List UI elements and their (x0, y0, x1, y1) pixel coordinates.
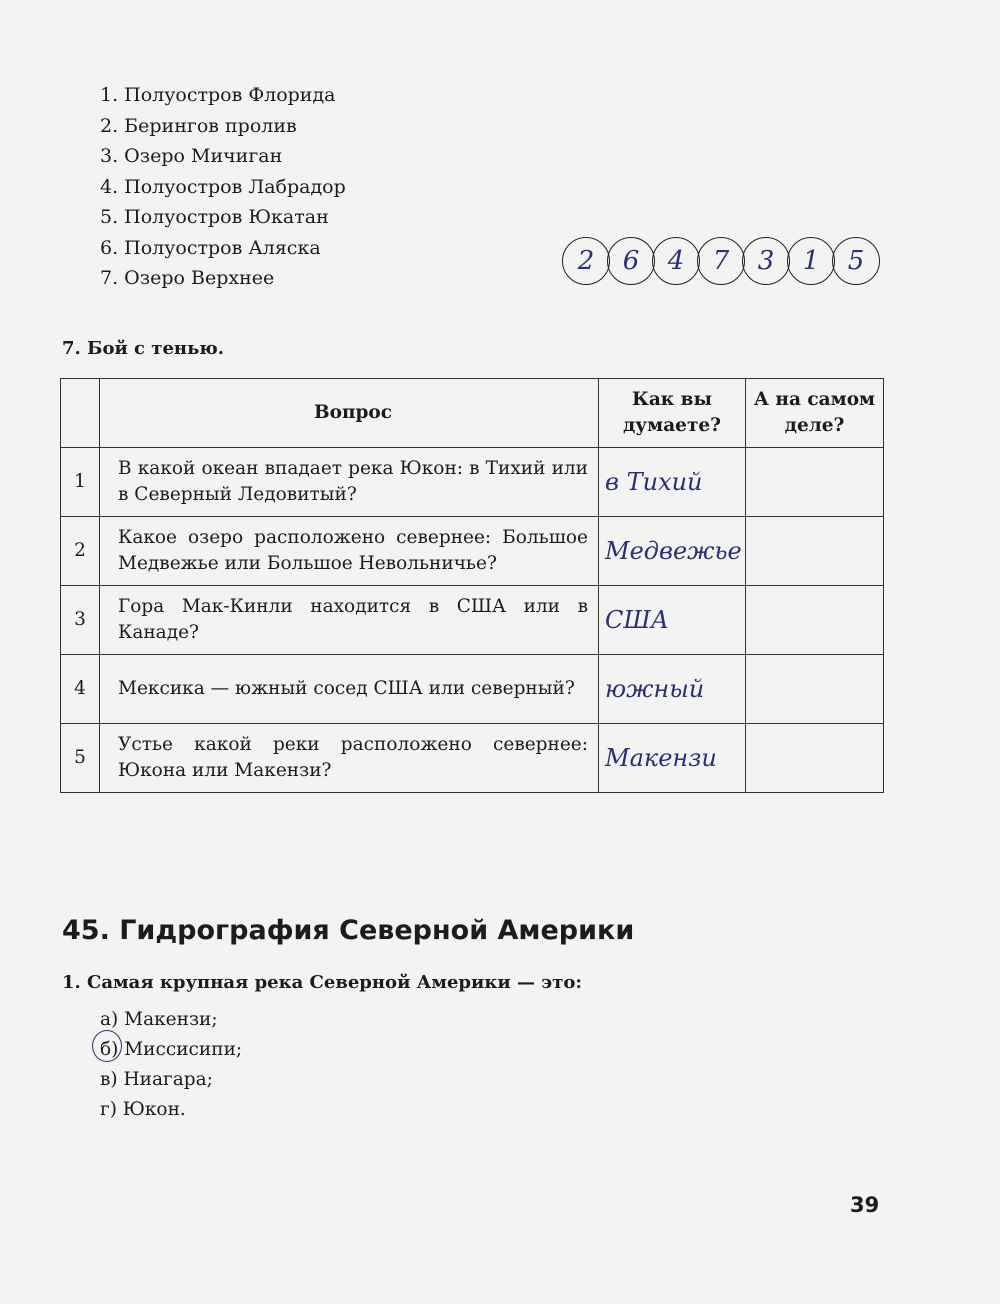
header-actual: А на самом деле? (746, 379, 884, 448)
list-item: 6. Полуостров Аляска (100, 236, 321, 259)
list-item: 7. Озеро Верхнее (100, 267, 275, 289)
list-item: 5. Полуостров Юкатан (100, 206, 329, 228)
shadow-boxing-table (60, 378, 884, 793)
answer-circle[interactable] (562, 237, 610, 285)
table-row (61, 724, 884, 793)
answer-circle[interactable] (607, 237, 655, 285)
row-number: 3 (61, 586, 100, 655)
section-heading: 45. Гидрография Северной Америки (62, 915, 635, 946)
answer-circle[interactable] (787, 237, 835, 285)
actual-cell[interactable] (746, 724, 884, 793)
row-question: Гора Мак-Кинли находится в США или в Канаде? (100, 586, 599, 655)
header-guess: Как вы думаете? (599, 379, 746, 448)
question-text: 1. Самая крупная река Северной Америки — это: (62, 972, 583, 993)
answer-circle[interactable] (832, 237, 880, 285)
row-number: 2 (61, 517, 100, 586)
answer-circles (562, 237, 877, 285)
answer-circle[interactable] (697, 237, 745, 285)
guess-cell[interactable]: Медвежье (599, 517, 746, 586)
list-item: 2. Берингов пролив (100, 114, 297, 137)
table-row (61, 517, 884, 586)
row-question: Какое озеро расположено севернее: Большое Медвежье или Большое Невольничье? (100, 517, 599, 586)
list-item: 1. Полуостров Флорида (100, 84, 336, 106)
actual-cell[interactable] (746, 655, 884, 724)
table-header-row (61, 379, 884, 448)
row-question: Устье какой реки расположено севернее: Юкона или Макензи? (100, 724, 599, 793)
option-a[interactable]: а) Макензи; (100, 1009, 218, 1030)
row-number: 4 (61, 655, 100, 724)
row-number: 5 (61, 724, 100, 793)
option-d[interactable]: г) Юкон. (100, 1099, 186, 1120)
guess-cell[interactable]: в Тихий (599, 448, 746, 517)
table-row (61, 448, 884, 517)
actual-cell[interactable] (746, 586, 884, 655)
handwritten-digit: 2 (577, 246, 595, 276)
option-b[interactable]: б) Миссисипи; (100, 1039, 243, 1060)
table-row (61, 586, 884, 655)
table-row (61, 655, 884, 724)
row-question: В какой океан впадает река Юкон: в Тихий или в Северный Ледовитый? (100, 448, 599, 517)
guess-cell[interactable]: США (599, 586, 746, 655)
handwritten-digit: 7 (712, 246, 730, 276)
header-question: Вопрос (100, 379, 599, 448)
handwritten-digit: 1 (802, 246, 820, 276)
answer-circle[interactable] (652, 237, 700, 285)
answer-options (100, 1005, 242, 1125)
list-item: 3. Озеро Мичиган (100, 145, 283, 167)
guess-cell[interactable]: Макензи (599, 724, 746, 793)
page-number: 39 (850, 1193, 880, 1217)
option-c[interactable]: в) Ниагара; (100, 1069, 213, 1090)
handwritten-digit: 4 (667, 246, 685, 276)
handwritten-digit: 3 (757, 246, 775, 276)
handwritten-digit: 5 (847, 246, 865, 276)
actual-cell[interactable] (746, 448, 884, 517)
row-question: Мексика — южный сосед США или северный? (100, 655, 599, 724)
header-number (61, 379, 100, 448)
guess-cell[interactable]: южный (599, 655, 746, 724)
row-number: 1 (61, 448, 100, 517)
task-title: 7. Бой с тенью. (62, 338, 225, 359)
list-item: 4. Полуостров Лабрадор (100, 175, 346, 198)
actual-cell[interactable] (746, 517, 884, 586)
handwritten-digit: 6 (622, 246, 640, 276)
answer-circle[interactable] (742, 237, 790, 285)
matching-list (100, 80, 346, 294)
